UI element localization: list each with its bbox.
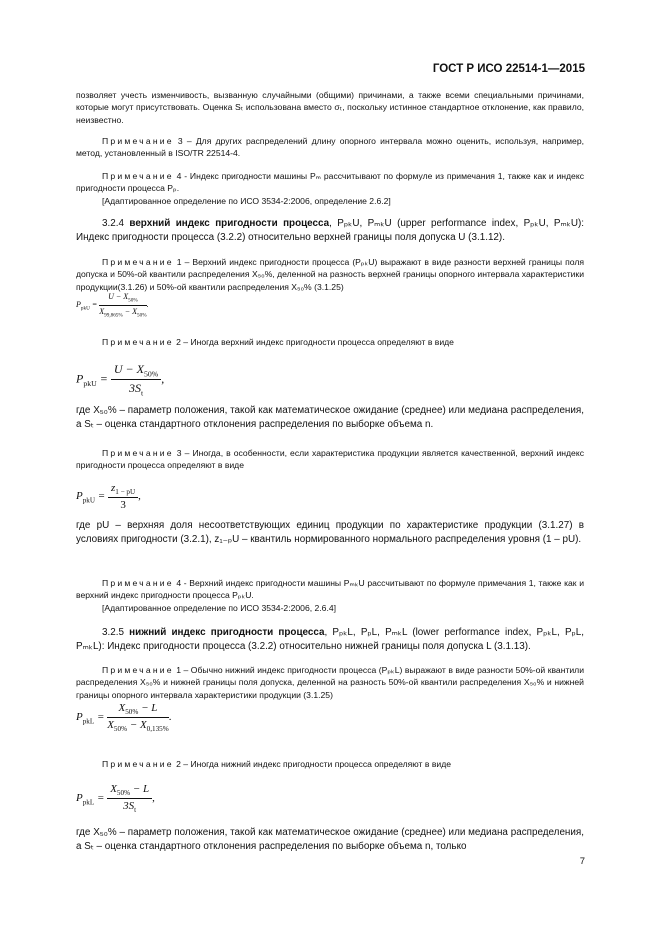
formula-lower-index-1: $P_{pkL}$ = $\frac{X_{50\%} - L}{X_{50\%} - X_{0,135\%}}$ . [76,702,172,734]
note-3-upper [76,447,584,472]
definition-body: , PₚₖU, PₘₖU (upper performance index, PₚₖU, PₘₖU): Индекс пригодности процесса (3.2.2) относительно верхней границы поля допуска U (3.1.12). [76,218,584,243]
definition-3-2-4 [76,217,584,245]
note-3-capability [76,135,584,160]
note-label: Примечание [102,665,174,675]
note-4-machine [76,170,584,195]
note-2-upper [76,336,584,348]
note-text: 1 – Обычно нижний индекс пригодности процесса (PₚₖL) выражают в виде разности 50%-ой квантили распределения X₅₀% и нижней границы поля допуска, деленной на разность 50%-ой квантили распределения X₅₀% и нижней границы опорного интервала характеристики продукции (3.1.25) [76,665,584,700]
note-text: 4 - Верхний индекс пригодности машины PₘₖU рассчитывают по формуле примечания 1, также как и верхний индекс пригодности процесса PₚₖU. [76,578,584,601]
note-text: 3 – Для других распределений длину опорного интервала можно оценить, используя, например, метод, установленный в ISO/TR 22514-4. [76,136,584,159]
definition-term: верхний индекс пригодности процесса [129,218,330,229]
document-code-header: ГОСТ Р ИСО 22514-1—2015 [432,63,585,75]
note-label: Примечание [102,136,174,146]
note-label: Примечание [102,171,174,181]
note-label: Примечание [102,257,174,267]
formula-lower-index-2: $P_{pkL}$ = $\frac{X_{50\%} - L}{3S_t}$ , [76,783,155,815]
definition-term: нижний индекс пригодности процесса [129,627,325,638]
note-text: 2 – Иногда верхний индекс пригодности процесса определяют в виде [173,337,454,347]
formula-upper-index-1: $P_{pkU}$ = $\frac{U - X_{50\%}}{X_{99,865\%} - X_{50\%}}$ . [76,292,149,319]
note-label: Примечание [102,337,174,347]
adapted-definition-2: [Адаптированное определение по ИСО 3534-2:2006, 2.6.4] [102,603,336,613]
where-clause-3: где X₅₀% – параметр положения, такой как математическое ожидание (среднее) или медиана распределения, а Sₜ – оценка стандартного отклонения распределения по выборке объема n, только [76,827,584,852]
note-text: 4 - Индекс пригодности машины Pₘ рассчитывают по формуле из примечания 1, также как и индекс пригодности процесса Pₚ. [76,171,584,194]
note-2-lower [76,758,584,770]
formula-upper-index-2: $P_{pkU}$ = $\frac{U - X_{50\%}}{3S_t}$ , [76,362,165,398]
where-clause-2: где pU – верхняя доля несоответствующих единиц продукции по характеристике продукции (3.1.27) в условиях пригодности (3.2.1), z₁₋ₚU – квантиль нормированного нормального распределения уровня (1 – pU). [76,520,584,545]
definition-body: , PₚₖL, PₚL, PₘₖL (lower performance index, PₚₖL, PₚL, PₘₖL): Индекс пригодности процесса (3.2.2) относительно нижней границы поля допуска L (3.1.13). [76,627,585,652]
where-clause-1: где X₅₀% – параметр положения, такой как математическое ожидание (среднее) или медиана распределения, а Sₜ – оценка стандартного отклонения распределения по выборке объема n. [76,405,584,430]
note-4-upper [76,577,584,602]
note-text: 2 – Иногда нижний индекс пригодности процесса определяют в виде [173,759,451,769]
definition-number: 3.2.4 [102,218,130,229]
definition-3-2-5 [76,626,584,654]
formula-upper-index-3: $P_{pkU}$ = $\frac{z_{1 - pU}}{3}$ , [76,482,141,512]
page-number: 7 [579,856,585,867]
adapted-definition-1: [Адаптированное определение по ИСО 3534-2:2006, определение 2.6.2] [102,196,391,206]
note-label: Примечание [102,578,174,588]
note-1-lower [76,664,584,701]
note-label: Примечание [102,759,174,769]
continuation-paragraph: позволяет учесть изменчивость, вызванную случайными (общими) причинами, а также всеми специальными причинами, которые могут присутствовать. Оценка Sₜ использована вместо σₜ, поскольку истинное стандартное отклонение, как правило, неизвестно. [76,90,584,125]
definition-number: 3.2.5 [102,627,130,638]
note-text: 1 – Верхний индекс пригодности процесса (PₚₖU) выражают в виде разности верхней границы поля допуска и 50%-ой квантили распределения X₅₀%, деленной на разность верхней границы опорного интервала характеристики продукции(3.1.26) и 50%-ой квантили распределения X₅₀% (3.1.25) [76,257,584,292]
note-1-upper [76,256,584,293]
note-text: 3 – Иногда, в особенности, если характеристика продукции является качественной, верхний индекс пригодности процесса определяют в виде [76,448,584,471]
note-label: Примечание [102,448,174,458]
